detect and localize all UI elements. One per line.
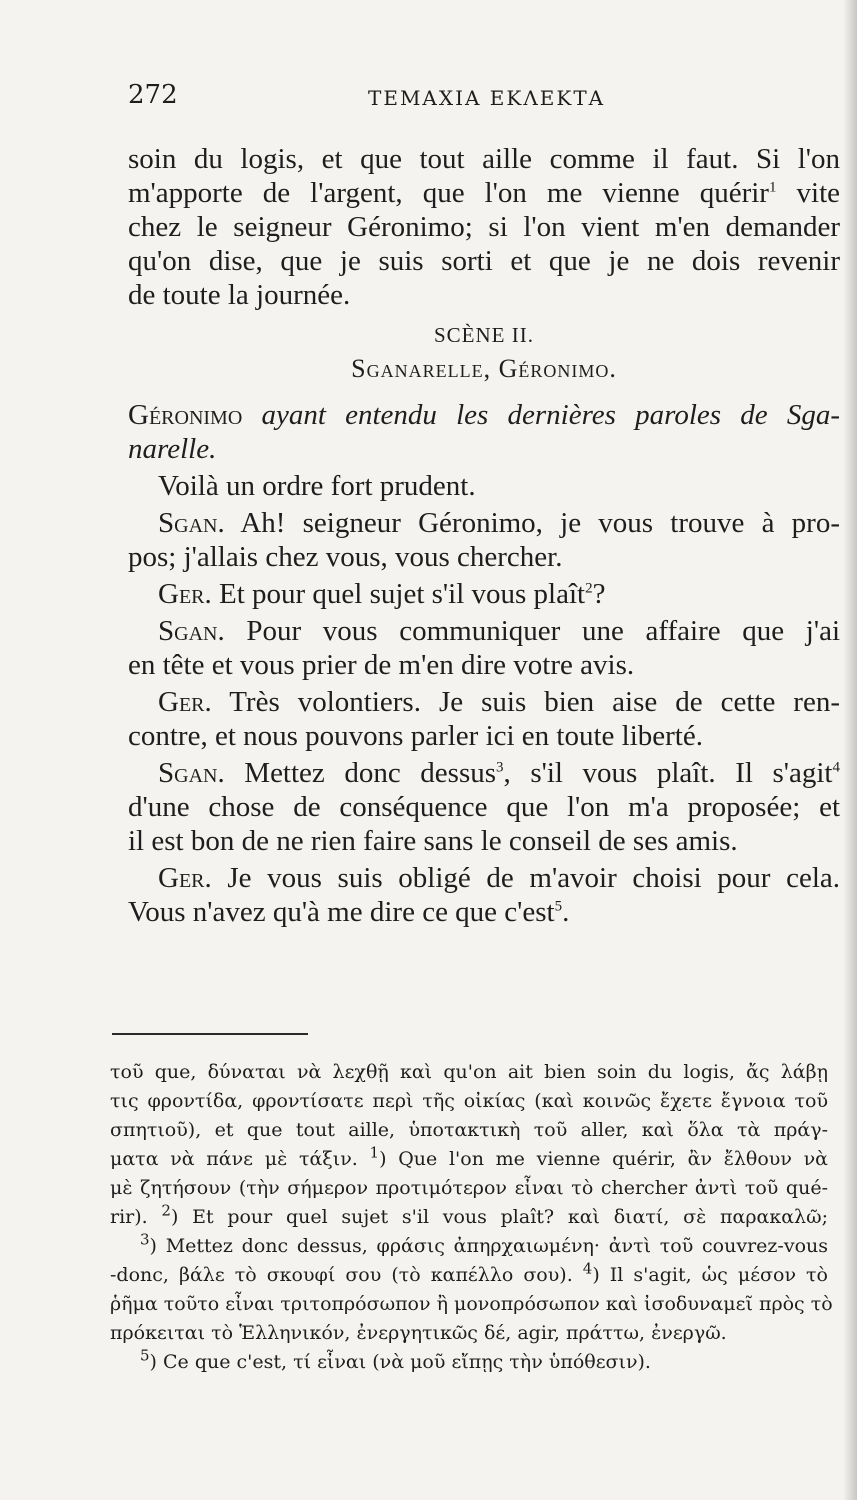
text-span: de toute la journée. xyxy=(128,279,351,311)
footnote-text: ) Et pour quel sujet s'il vous plaît? καὶ διατί, σὲ παρακαλῶ; xyxy=(170,1206,828,1228)
footnote-line xyxy=(110,1261,828,1290)
text-span: qu'on dise, que je suis sorti et que je ne dois revenir xyxy=(128,245,840,277)
dialogue-line xyxy=(128,540,840,574)
speaker-name: Géronimo xyxy=(128,399,243,431)
stage-direction: ayant entendu les dernières paroles de Sga- xyxy=(242,399,840,431)
dialogue-text: Vous n'avez qu'à me dire ce que c'est xyxy=(128,896,555,928)
footnote-line xyxy=(110,1290,833,1319)
footnote-text: ) Ce que c'est, τί εἶναι (νὰ μοῦ εἴπῃς τὴν ὑπόθεσιν). xyxy=(149,1351,651,1373)
scene-number: SCÈNE II. xyxy=(434,323,534,347)
dialogue-text: Très volontiers. Je suis bien aise de cette ren- xyxy=(211,686,840,718)
footnote-text: τις φροντίδα, φροντίσατε περὶ τῆς οἰκίας (καὶ κοινῶς ἔχετε ἔγνοια τοῦ xyxy=(110,1090,828,1112)
footnote-line xyxy=(110,1203,828,1232)
dialogue-text: Et pour quel sujet s'il vous plaît xyxy=(211,578,586,610)
speaker-name: Sgan. xyxy=(158,757,225,789)
dialogue-text: contre, et nous pouvons parler ici en toute liberté. xyxy=(128,720,703,752)
footnote-line xyxy=(110,1348,828,1377)
dialogue-line xyxy=(128,756,840,790)
page-number: 272 xyxy=(128,80,178,110)
dialogue-text: il est bon de ne rien faire sans le conseil de ses amis. xyxy=(128,825,738,857)
main-text xyxy=(128,142,840,929)
dialogue-text: Mettez donc dessus xyxy=(224,757,497,789)
dialogue-line xyxy=(128,861,840,895)
footnote-rule xyxy=(112,1033,308,1035)
dialogue-text: d'une chose de conséquence que l'on m'a proposée; et xyxy=(128,791,840,823)
footnote-line xyxy=(110,1232,828,1261)
text-line xyxy=(128,210,840,244)
dialogue-text: pos; j'allais chez vous, vous chercher. xyxy=(128,541,563,573)
dialogue-text: Je vous suis obligé de m'avoir choisi pour cela. xyxy=(211,862,840,894)
footnote-text: ) Mettez donc dessus, φράσις ἀπηρχαιωμένη· ἀντὶ τοῦ couvrez-vous xyxy=(149,1235,828,1257)
dialogue-line xyxy=(128,648,840,682)
dialogue-text: , s'il vous plaît. Il s'agit xyxy=(503,757,833,789)
stage-direction: narelle. xyxy=(128,433,217,465)
dialogue-line xyxy=(128,719,840,753)
dialogue-text: ? xyxy=(592,578,606,610)
dialogue-line xyxy=(128,469,840,503)
footnote-text: σπητιοῦ), et que tout aille, ὑποτακτικὴ τοῦ aller, καὶ ὅλα τὰ πράγ- xyxy=(110,1119,828,1141)
footnote-marker: 4 xyxy=(582,1259,593,1278)
footnote-ref: 3 xyxy=(496,759,504,776)
footnote-marker: 3 xyxy=(140,1230,150,1249)
text-line xyxy=(128,244,840,278)
footnote-line xyxy=(110,1319,828,1348)
text-span: vite xyxy=(776,177,840,209)
footnote-ref: 1 xyxy=(768,179,777,196)
text-line xyxy=(128,176,840,210)
footnote-text: ματα νὰ πάνε μὲ τάξιν. xyxy=(110,1148,370,1170)
footnote-line xyxy=(110,1058,828,1087)
footnote-marker: 1 xyxy=(369,1143,380,1162)
page-header xyxy=(128,80,828,120)
text-line xyxy=(128,142,840,176)
footnote-text: -donc, βάλε τὸ σκουφί σου (τὸ καπέλλο σου). xyxy=(110,1264,583,1286)
running-title: ΤΕΜΑΧΙΑ ΕΚΛΕΚΤΑ xyxy=(368,86,606,110)
dialogue-text: Ah! seigneur Géronimo, je vous trouve à pro- xyxy=(224,507,840,539)
dialogue-line xyxy=(128,577,840,611)
speaker-name: Sgan. xyxy=(158,615,225,647)
speaker-name: Sgan. xyxy=(158,507,225,539)
footnote-ref: 5 xyxy=(554,898,563,915)
text-line xyxy=(128,278,840,312)
dialogue-text: en tête et vous prier de m'en dire votre avis. xyxy=(128,649,635,681)
text-span: chez le seigneur Géronimo; si l'on vient m'en demander xyxy=(128,211,840,243)
speaker-name: Ger. xyxy=(158,686,212,718)
dialogue-line xyxy=(128,506,840,540)
footnote-text: ) Il s'agit, ὡς μέσον τὸ xyxy=(592,1264,828,1286)
footnote-ref: 2 xyxy=(585,580,593,597)
speaker-name: Ger. xyxy=(158,862,212,894)
footnote-text: πρόκειται τὸ Ἑλληνικόν, ἐνεργητικῶς δέ, agir, πράττω, ἐνεργῶ. xyxy=(110,1322,727,1344)
dialogue-line xyxy=(128,790,840,824)
text-span: m'apporte de l'argent, que l'on me vienne quérir xyxy=(128,177,769,209)
dialogue-line xyxy=(128,824,840,858)
footnote-text: rir). xyxy=(110,1206,162,1228)
footnote-line xyxy=(110,1087,828,1116)
dialogue-line xyxy=(128,614,840,648)
footnote-text: τοῦ que, δύναται νὰ λεχθῇ καὶ qu'on ait bien soin du logis, ἄς λάβῃ xyxy=(110,1061,828,1083)
footnote-ref: 4 xyxy=(832,759,840,776)
footnote-marker: 5 xyxy=(140,1346,150,1365)
stage-direction-line xyxy=(128,398,840,432)
dialogue-line xyxy=(128,895,840,929)
footnote-text: ῥῆμα τοῦτο εἶναι τριτοπρόσωπον ἢ μονοπρόσωπον καὶ ἰσοδυναμεῖ πρὸς τὸ xyxy=(110,1293,833,1315)
footnote-marker: 2 xyxy=(161,1201,171,1220)
stage-direction-line xyxy=(128,432,840,466)
footnote-line xyxy=(110,1174,828,1203)
dialogue-text: . xyxy=(562,896,570,928)
page-edge-shadow xyxy=(843,0,857,1500)
footnotes xyxy=(110,1058,833,1377)
footnote-line xyxy=(110,1116,828,1145)
dialogue-text: Voilà un ordre fort prudent. xyxy=(158,470,476,502)
footnote-line xyxy=(110,1145,828,1174)
footnote-text: ) Que l'on me vienne quérir, ἂν ἔλθουν νὰ xyxy=(379,1148,828,1170)
dialogue-text: Pour vous communiquer une affaire que j'ai xyxy=(224,615,840,647)
speaker-name: Ger. xyxy=(158,578,212,610)
text-span: soin du logis, et que tout aille comme il faut. Si l'on xyxy=(128,143,840,175)
footnote-text: μὲ ζητήσουν (τὴν σήμερον προτιμότερον εἶναι τὸ chercher ἀντὶ τοῦ qué- xyxy=(110,1177,828,1199)
scene-cast: Sganarelle, Géronimo. xyxy=(351,354,617,383)
dialogue-line xyxy=(128,685,840,719)
